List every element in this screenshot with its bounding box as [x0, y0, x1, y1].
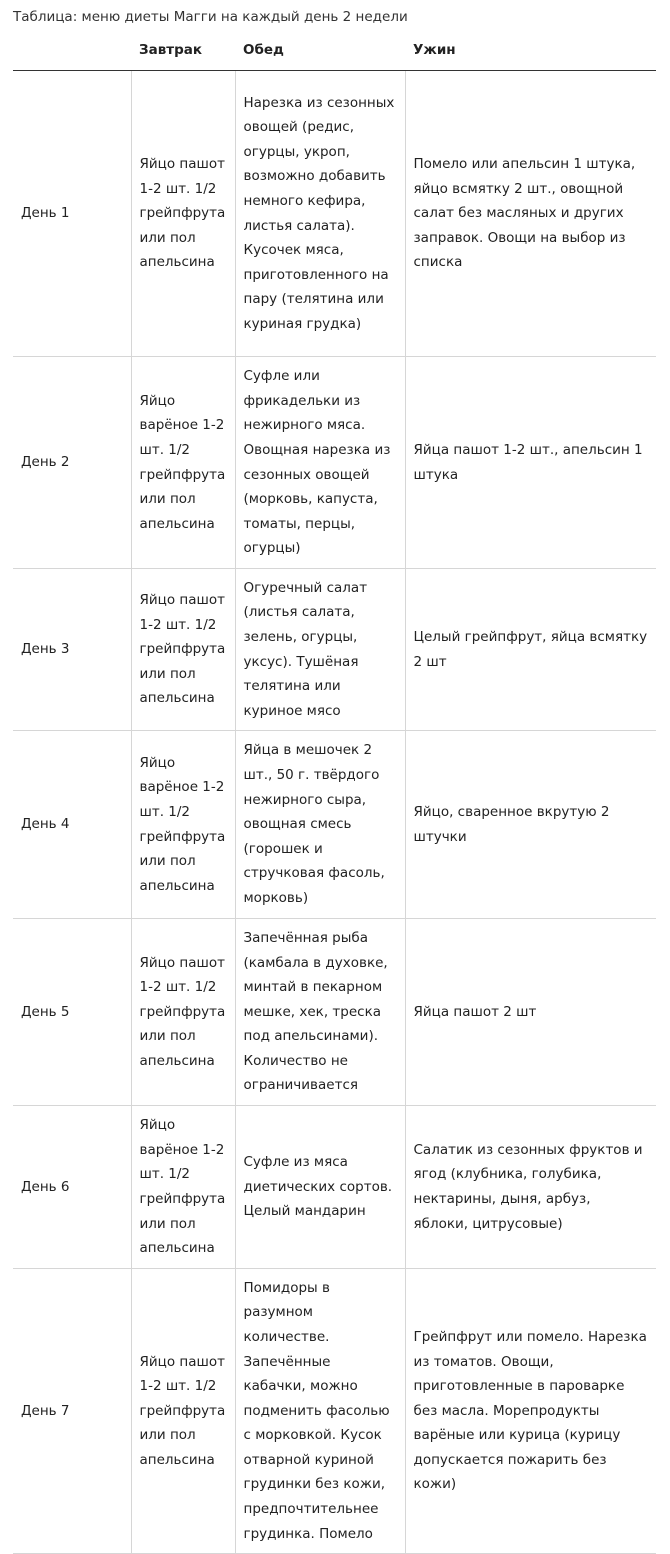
- table-row: [13, 357, 656, 569]
- day-cell: День 7: [13, 1269, 131, 1554]
- lunch-cell: Суфле из мяса диетических сортов. Целый мандарин: [235, 1106, 405, 1269]
- lunch-cell: Огуречный салат (листья салата, зелень, огурцы, уксус). Тушёная телятина или куриное мясо: [235, 569, 405, 731]
- diet-menu-table: [13, 30, 656, 1554]
- breakfast-cell: Яйцо варёное 1-2 шт. 1/2 грейпфрута или пол апельсина: [131, 357, 235, 569]
- dinner-cell: Грейпфрут или помело. Нарезка из томатов. Овощи, приготовленные в пароварке без масла. Морепродукты варёные или курица (курицу допускается пожарить без кожи): [405, 1269, 656, 1554]
- day-cell: День 2: [13, 357, 131, 569]
- table-row: [13, 569, 656, 731]
- table-header-row: [13, 30, 656, 71]
- day-cell: День 1: [13, 71, 131, 357]
- lunch-cell: Нарезка из сезонных овощей (редис, огурцы, укроп, возможно добавить немного кефира, листья салата). Кусочек мяса, приготовленного на пару (телятина или куриная грудка): [235, 71, 405, 357]
- breakfast-cell: Яйцо варёное 1-2 шт. 1/2 грейпфрута или пол апельсина: [131, 731, 235, 919]
- breakfast-cell: Яйцо пашот 1-2 шт. 1/2 грейпфрута или пол апельсина: [131, 71, 235, 357]
- table-row: [13, 919, 656, 1106]
- header-lunch: Обед: [235, 30, 405, 71]
- header-dinner: Ужин: [405, 30, 656, 71]
- breakfast-cell: Яйцо варёное 1-2 шт. 1/2 грейпфрута или пол апельсина: [131, 1106, 235, 1269]
- table-row: [13, 731, 656, 919]
- day-cell: День 4: [13, 731, 131, 919]
- day-cell: День 3: [13, 569, 131, 731]
- dinner-cell: Помело или апельсин 1 штука, яйцо всмятку 2 шт., овощной салат без масляных и других заправок. Овощи на выбор из списка: [405, 71, 656, 357]
- breakfast-cell: Яйцо пашот 1-2 шт. 1/2 грейпфрута или пол апельсина: [131, 919, 235, 1106]
- header-breakfast: Завтрак: [131, 30, 235, 71]
- lunch-cell: Яйца в мешочек 2 шт., 50 г. твёрдого нежирного сыра, овощная смесь (горошек и стручковая фасоль, морковь): [235, 731, 405, 919]
- table-row: [13, 1106, 656, 1269]
- breakfast-cell: Яйцо пашот 1-2 шт. 1/2 грейпфрута или пол апельсина: [131, 1269, 235, 1554]
- dinner-cell: Салатик из сезонных фруктов и ягод (клубника, голубика, нектарины, дыня, арбуз, яблоки, цитрусовые): [405, 1106, 656, 1269]
- lunch-cell: Суфле или фрикадельки из нежирного мяса. Овощная нарезка из сезонных овощей (морковь, капуста, томаты, перцы, огурцы): [235, 357, 405, 569]
- header-day: [13, 30, 131, 71]
- table-row: [13, 1269, 656, 1554]
- lunch-cell: Запечённая рыба (камбала в духовке, минтай в пекарном мешке, хек, треска под апельсинами). Количество не ограничивается: [235, 919, 405, 1106]
- dinner-cell: Целый грейпфрут, яйца всмятку 2 шт: [405, 569, 656, 731]
- breakfast-cell: Яйцо пашот 1-2 шт. 1/2 грейпфрута или пол апельсина: [131, 569, 235, 731]
- day-cell: День 6: [13, 1106, 131, 1269]
- table-row: [13, 71, 656, 357]
- dinner-cell: Яйца пашот 2 шт: [405, 919, 656, 1106]
- table-caption: Таблица: меню диеты Магги на каждый день 2 недели: [13, 9, 408, 25]
- day-cell: День 5: [13, 919, 131, 1106]
- dinner-cell: Яйцо, сваренное вкрутую 2 штучки: [405, 731, 656, 919]
- dinner-cell: Яйца пашот 1-2 шт., апельсин 1 штука: [405, 357, 656, 569]
- lunch-cell: Помидоры в разумном количестве. Запечённые кабачки, можно подменить фасолью с морковкой. Кусок отварной куриной грудинки без кожи, предпочтительнее грудинка. Помело: [235, 1269, 405, 1554]
